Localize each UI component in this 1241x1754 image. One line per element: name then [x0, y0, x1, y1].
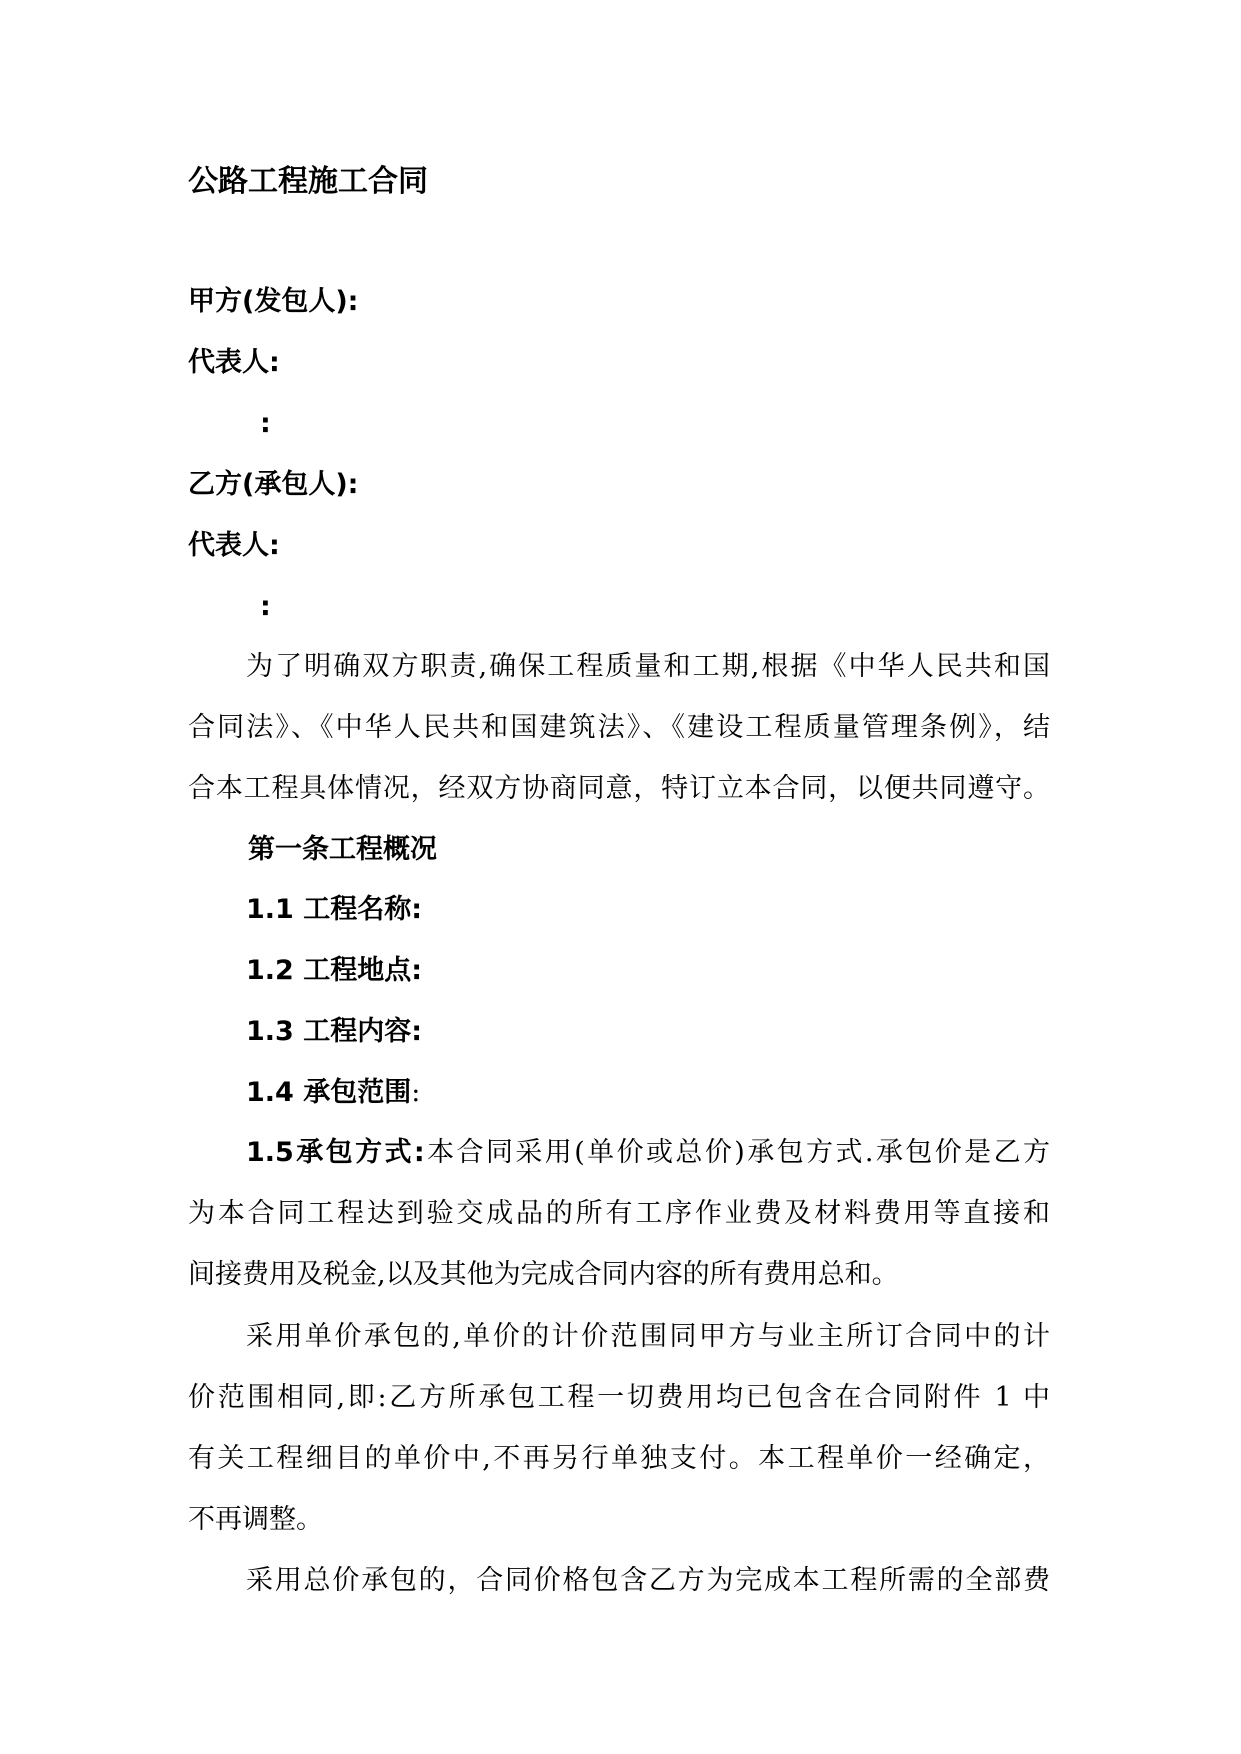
lump-sum-paragraph-line: 采用总价承包的，合同价格包含乙方为完成本工程所需的全部费 [246, 1565, 1050, 1596]
party-b-label: 乙方(承包人): [188, 469, 359, 500]
item-1-5-text: 本合同采用(单价或总价)承包方式.承包价是乙方 [424, 1137, 1050, 1168]
item-1-5-label: 1.5承包方式: [246, 1137, 425, 1168]
unit-price-paragraph-line: 有关工程细目的单价中,不再另行单独支付。本工程单价一经确定， [188, 1443, 1050, 1474]
document-title: 公路工程施工合同 [188, 164, 428, 199]
party-b-colon: : [260, 591, 271, 622]
party-a-label: 甲方(发包人): [188, 286, 359, 317]
intro-paragraph-line: 为了明确双方职责,确保工程质量和工期,根据《中华人民共和国 [246, 651, 1050, 682]
intro-paragraph-line: 合同法》、《中华人民共和国建筑法》、《建设工程质量管理条例》，结 [188, 712, 1050, 743]
party-b-representative-label: 代表人: [188, 530, 280, 561]
item-1-1: 1.1 工程名称: [246, 894, 423, 925]
item-1-4-colon: : [411, 1077, 421, 1108]
unit-price-paragraph-line: 不再调整。 [188, 1504, 323, 1535]
unit-price-paragraph-line: 价范围相同,即:乙方所承包工程一切费用均已包含在合同附件 1 中 [188, 1382, 1050, 1413]
item-1-2: 1.2 工程地点: [246, 955, 423, 986]
party-a-colon: : [260, 408, 271, 439]
intro-paragraph-line: 合本工程具体情况，经双方协商同意，特订立本合同，以便共同遵守。 [188, 773, 1050, 804]
party-a-representative-label: 代表人: [188, 347, 280, 378]
unit-price-paragraph-line: 采用单价承包的,单价的计价范围同甲方与业主所订合同中的计 [246, 1321, 1050, 1352]
item-1-3: 1.3 工程内容: [246, 1016, 423, 1047]
article-1-heading: 第一条工程概况 [248, 834, 437, 865]
item-1-5-line: 为本合同工程达到验交成品的所有工序作业费及材料费用等直接和 [188, 1198, 1050, 1229]
item-1-4 [246, 1076, 420, 1110]
item-1-5 [246, 1136, 1050, 1170]
item-1-5-line: 间接费用及税金,以及其他为完成合同内容的所有费用总和。 [188, 1259, 899, 1290]
item-1-4-label: 1.4 承包范围 [246, 1077, 412, 1108]
